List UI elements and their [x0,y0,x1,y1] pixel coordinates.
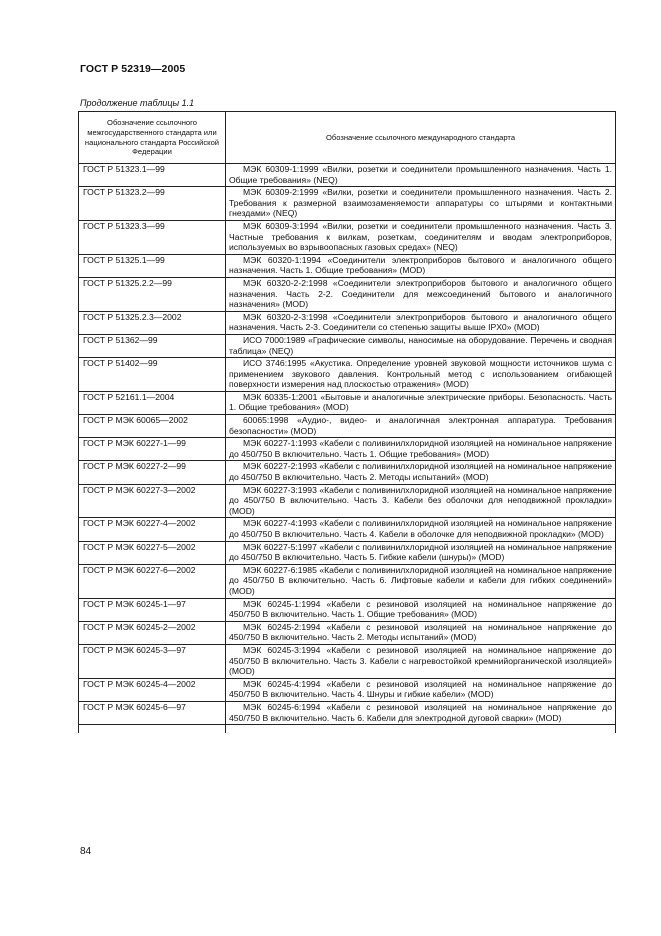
page-number: 84 [80,846,92,857]
international-standard-cell: МЭК 60309-1:1999 «Вилки, розетки и соединители промышленного назначения. Часть 1. Общие требования» (NEQ) [226,164,616,187]
international-standard-cell: 60065:1998 «Аудио-, видео- и аналогичная электронная аппаратура. Требования безопасности» (MOD) [226,415,616,438]
national-standard-cell: ГОСТ Р 51325.1—99 [79,254,226,277]
table-row [79,438,616,461]
international-standard-cell: МЭК 60245-6:1994 «Кабели с резиновой изоляцией на номинальное напряжение до 450/750 В включительно. Часть 6. Кабели для электродной дуговой сварки» (MOD) [226,701,616,724]
national-standard-cell: ГОСТ Р МЭК 60227-1—99 [79,438,226,461]
table-row [79,311,616,334]
national-standard-cell: ГОСТ Р МЭК 60227-5—2002 [79,541,226,564]
header-international-standard: Обозначение ссылочного международного стандарта [226,112,616,164]
international-standard-cell: МЭК 60309-3:1994 «Вилки, розетки и соединители промышленного назначения. Часть 3. Частные требования к вилкам, розеткам, соединителям и вводам электроприборов, используемых во взрывоопасных газовых средах» (NEQ) [226,220,616,254]
table-row [79,644,616,678]
table-row [79,391,616,414]
international-standard-cell: МЭК 60335-1:2001 «Бытовые и аналогичные электрические приборы. Безопасность. Часть 1. Общие требования» (MOD) [226,391,616,414]
international-standard-cell: МЭК 60320-2-3:1998 «Соединители электроприборов бытового и аналогичного общего назначения. Часть 2-3. Соединители со степенью защиты выше IPX0» (MOD) [226,311,616,334]
national-standard-cell: ГОСТ Р 51323.2—99 [79,187,226,221]
national-standard-cell: ГОСТ Р 51402—99 [79,358,226,392]
table-row [79,621,616,644]
international-standard-cell: МЭК 60245-3:1994 «Кабели с резиновой изоляцией на номинальное напряжение до 450/750 В включительно. Часть 3. Кабели с нагревостойкой кремнийорганической изоляцией» (MOD) [226,644,616,678]
national-continuation-cell [79,725,226,734]
table-caption: Продолжение таблицы 1.1 [80,98,195,108]
international-standard-cell: МЭК 60309-2:1999 «Вилки, розетки и соединители промышленного назначения. Часть 2. Требования к размерной взаимозаменяемости аппаратуры со штырями и контактными гнездами» (NEQ) [226,187,616,221]
table-row [79,254,616,277]
document-header: ГОСТ Р 52319—2005 [80,63,186,75]
table-row [79,277,616,311]
table-row [79,220,616,254]
header-national-standard: Обозначение ссылочного межгосударственного стандарта или национального стандарта Российской Федерации [79,112,226,164]
national-standard-cell: ГОСТ Р МЭК 60227-3—2002 [79,484,226,518]
national-standard-cell: ГОСТ Р 51323.3—99 [79,220,226,254]
international-standard-cell: МЭК 60245-2:1994 «Кабели с резиновой изоляцией на номинальное напряжение до 450/750 В включительно. Часть 2. Методы испытаний» (MOD) [226,621,616,644]
table-row [79,334,616,357]
international-standard-cell: МЭК 60320-2-2:1998 «Соединители электроприборов бытового и аналогичного общего назначения. Часть 2-2. Соединители для межсоединений бытового и аналогичного назначения» (MOD) [226,277,616,311]
international-standard-cell: МЭК 60245-1:1994 «Кабели с резиновой изоляцией на номинальное напряжение до 450/750 В включительно. Часть 1. Общие требования» (MOD) [226,598,616,621]
table-continuation-row [79,725,616,734]
national-standard-cell: ГОСТ Р МЭК 60245-1—97 [79,598,226,621]
international-standard-cell: МЭК 60245-4:1994 «Кабели с резиновой изоляцией на номинальное напряжение до 450/750 В включительно. Часть 4. Шнуры и гибкие кабели» (MOD) [226,678,616,701]
international-standard-cell: МЭК 60227-3:1993 «Кабели с поливинилхлоридной изоляцией на номинальное напряжение до 450/750 В включительно. Часть 3. Кабели без оболочки для неподвижной прокладки» (MOD) [226,484,616,518]
table-row [79,415,616,438]
international-standard-cell: МЭК 60320-1:1994 «Соединители электроприборов бытового и аналогичного общего назначения. Часть 1. Общие требования» (MOD) [226,254,616,277]
national-standard-cell: ГОСТ Р МЭК 60245-2—2002 [79,621,226,644]
table-row [79,564,616,598]
national-standard-cell: ГОСТ Р МЭК 60227-4—2002 [79,518,226,541]
national-standard-cell: ГОСТ Р МЭК 60227-6—2002 [79,564,226,598]
international-standard-cell: МЭК 60227-6:1985 «Кабели с поливинилхлоридной изоляцией на номинальное напряжение до 450/750 В включительно. Часть 6. Лифтовые кабели и кабели для гибких соединений» (MOD) [226,564,616,598]
table-row [79,678,616,701]
international-standard-cell: ИСО 7000:1989 «Графические символы, наносимые на оборудование. Перечень и сводная таблица» (NEQ) [226,334,616,357]
international-continuation-cell [226,725,616,734]
table-row [79,701,616,724]
national-standard-cell: ГОСТ Р 51325.2.3—2002 [79,311,226,334]
table-row [79,358,616,392]
international-standard-cell: МЭК 60227-4:1993 «Кабели с поливинилхлоридной изоляцией на номинальное напряжение до 450/750 В включительно. Часть 4. Кабели в оболочке для неподвижной прокладки» (MOD) [226,518,616,541]
table-row [79,484,616,518]
international-standard-cell: МЭК 60227-5:1997 «Кабели с поливинилхлоридной изоляцией на номинальное напряжение до 450/750 В включительно. Часть 5. Гибкие кабели (шнуры)» (MOD) [226,541,616,564]
table-body [79,164,616,734]
national-standard-cell: ГОСТ Р МЭК 60245-4—2002 [79,678,226,701]
national-standard-cell: ГОСТ Р 51323.1—99 [79,164,226,187]
national-standard-cell: ГОСТ Р МЭК 60227-2—99 [79,461,226,484]
national-standard-cell: ГОСТ Р 51362—99 [79,334,226,357]
reference-standards-table [78,111,616,733]
table-row [79,598,616,621]
international-standard-cell: МЭК 60227-1:1993 «Кабели с поливинилхлоридной изоляцией на номинальное напряжение до 450/750 В включительно. Часть 1. Общие требования» (MOD) [226,438,616,461]
table-row [79,518,616,541]
international-standard-cell: ИСО 3746:1995 «Акустика. Определение уровней звуковой мощности источников шума с применением звукового давления. Контрольный метод с использованием огибающей поверхности измерения над плоскостью отражения» (MOD) [226,358,616,392]
national-standard-cell: ГОСТ Р МЭК 60245-3—97 [79,644,226,678]
table-row [79,461,616,484]
national-standard-cell: ГОСТ Р МЭК 60065—2002 [79,415,226,438]
national-standard-cell: ГОСТ Р 52161.1—2004 [79,391,226,414]
national-standard-cell: ГОСТ Р 51325.2.2—99 [79,277,226,311]
table-row [79,187,616,221]
table-row [79,541,616,564]
international-standard-cell: МЭК 60227-2:1993 «Кабели с поливинилхлоридной изоляцией на номинальное напряжение до 450/750 В включительно. Часть 2. Методы испытаний» (MOD) [226,461,616,484]
table-header-row [79,112,616,164]
table-row [79,164,616,187]
national-standard-cell: ГОСТ Р МЭК 60245-6—97 [79,701,226,724]
